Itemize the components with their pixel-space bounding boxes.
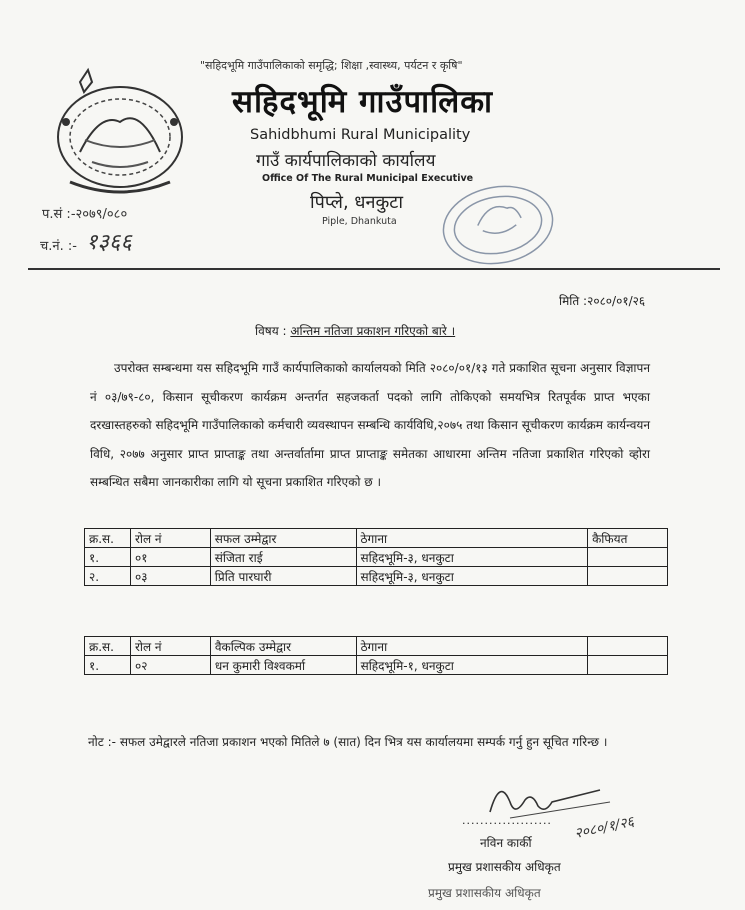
subject-text: अन्तिम नतिजा प्रकाशन गरिएको बारे । xyxy=(290,324,456,338)
handwritten-date: २०८०/१/२६ xyxy=(573,813,636,843)
slogan: "सहिदभूमि गाउँपालिकाको समृद्धि; शिक्षा ,स्वास्थ्य, पर्यटन र कृषि" xyxy=(200,59,463,72)
table-cell: १. xyxy=(85,656,131,675)
office-stamp-icon xyxy=(438,180,558,270)
table-cell: प्रिति पारघारी xyxy=(210,567,356,586)
table-row xyxy=(85,656,668,675)
office-name-en: Office Of The Rural Municipal Executive xyxy=(262,173,474,184)
letter-subject xyxy=(255,322,455,339)
table-cell: १. xyxy=(85,548,131,567)
table-header-row xyxy=(85,637,668,656)
alternate-candidates-table xyxy=(84,636,668,675)
table-cell xyxy=(588,548,668,567)
municipality-title-en: Sahidbhumi Rural Municipality xyxy=(250,127,471,143)
municipality-title-np: सहिदभूमि गाउँपालिका xyxy=(232,84,494,120)
table-row xyxy=(85,567,668,586)
letter-body: उपरोक्त सम्बन्धमा यस सहिदभूमि गाउँ कार्यपालिकाको कार्यालयको मिति २०८०/०१/१३ गते प्रकाशित सूचना अनुसार विज्ञापन नं ०३/७९-८०, किसान सूचीकरण कार्यक्रम अन्तर्गत सहजकर्ता पदको लागि तोकिएको समयभित्र रितपूर्वक प्राप्त भएका दरखास्तहरुको सहिदभूमि गाउँपालिकाको कर्मचारी व्यवस्थापन सम्बन्धि कार्यविधि,२०७५ तथा किसान सूचीकरण कार्यक्रम कार्यन्वयन विधि, २०७७ अनुसार प्राप्त प्राप्ताङ्क तथा अन्तर्वार्तामा प्राप्त प्राप्ताङ्क समेतका आधारमा अन्तिम नतिजा प्रकाशित गरिएको व्होरा सम्बन्धित सबैमा जानकारीका लागि यो सूचना प्रकाशित गरिएको छ । xyxy=(90,361,650,489)
nepal-emblem-icon xyxy=(40,62,200,202)
letter-date: मिति :२०८०/०१/२६ xyxy=(559,294,646,308)
successful-candidates-table xyxy=(84,528,668,586)
dispatch-number: १३६६ xyxy=(86,230,132,255)
header-cell: वैकल्पिक उम्मेद्वार xyxy=(210,637,356,656)
signature-line: .................... xyxy=(462,814,552,827)
header-cell: रोल नं xyxy=(130,637,210,656)
table-cell: सहिदभूमि-१, धनकुटा xyxy=(356,656,588,675)
signer-name: नविन कार्की xyxy=(480,836,532,850)
table-cell: २. xyxy=(85,567,131,586)
table-cell: सहिदभूमि-३, धनकुटा xyxy=(356,567,588,586)
header-cell: क्र.स. xyxy=(85,637,131,656)
header-cell: क्र.स. xyxy=(85,529,131,548)
table-cell: ०२ xyxy=(130,656,210,675)
header-cell: रोल नं xyxy=(130,529,210,548)
table-cell xyxy=(588,656,668,675)
table-cell: संजिता राई xyxy=(210,548,356,567)
dispatch-label: च.नं. :- xyxy=(40,239,77,254)
header-cell: कैफियत xyxy=(588,529,668,548)
table-cell xyxy=(588,567,668,586)
header-cell: सफल उम्मेद्वार xyxy=(210,529,356,548)
office-name-np: गाउँ कार्यपालिकाको कार्यालय xyxy=(256,151,436,171)
place-en: Piple, Dhankuta xyxy=(322,216,397,227)
subject-prefix: विषय : xyxy=(255,324,291,338)
table-cell: सहिदभूमि-३, धनकुटा xyxy=(356,548,588,567)
table-row xyxy=(85,548,668,567)
table-cell: धन कुमारी विश्वकर्मा xyxy=(210,656,356,675)
header-cell: ठेगाना xyxy=(356,529,588,548)
header-divider xyxy=(28,268,720,270)
seal-text: प्रमुख प्रशासकीय अधिकृत xyxy=(428,886,541,900)
reference-number: प.सं :-२०७९/०८० xyxy=(42,207,128,222)
table-cell: ०३ xyxy=(130,567,210,586)
header-cell xyxy=(588,637,668,656)
table-header-row xyxy=(85,529,668,548)
signer-title: प्रमुख प्रशासकीय अधिकृत xyxy=(448,860,561,874)
header-cell: ठेगाना xyxy=(356,637,588,656)
table-cell: ०१ xyxy=(130,548,210,567)
notice-note: नोट :- सफल उमेद्वारले नतिजा प्रकाशन भएको मितिले ७ (सात) दिन भित्र यस कार्यालयमा सम्पर्क गर्नु हुन सूचित गरिन्छ । xyxy=(88,735,608,749)
place-np: पिप्ले, धनकुटा xyxy=(310,192,404,213)
